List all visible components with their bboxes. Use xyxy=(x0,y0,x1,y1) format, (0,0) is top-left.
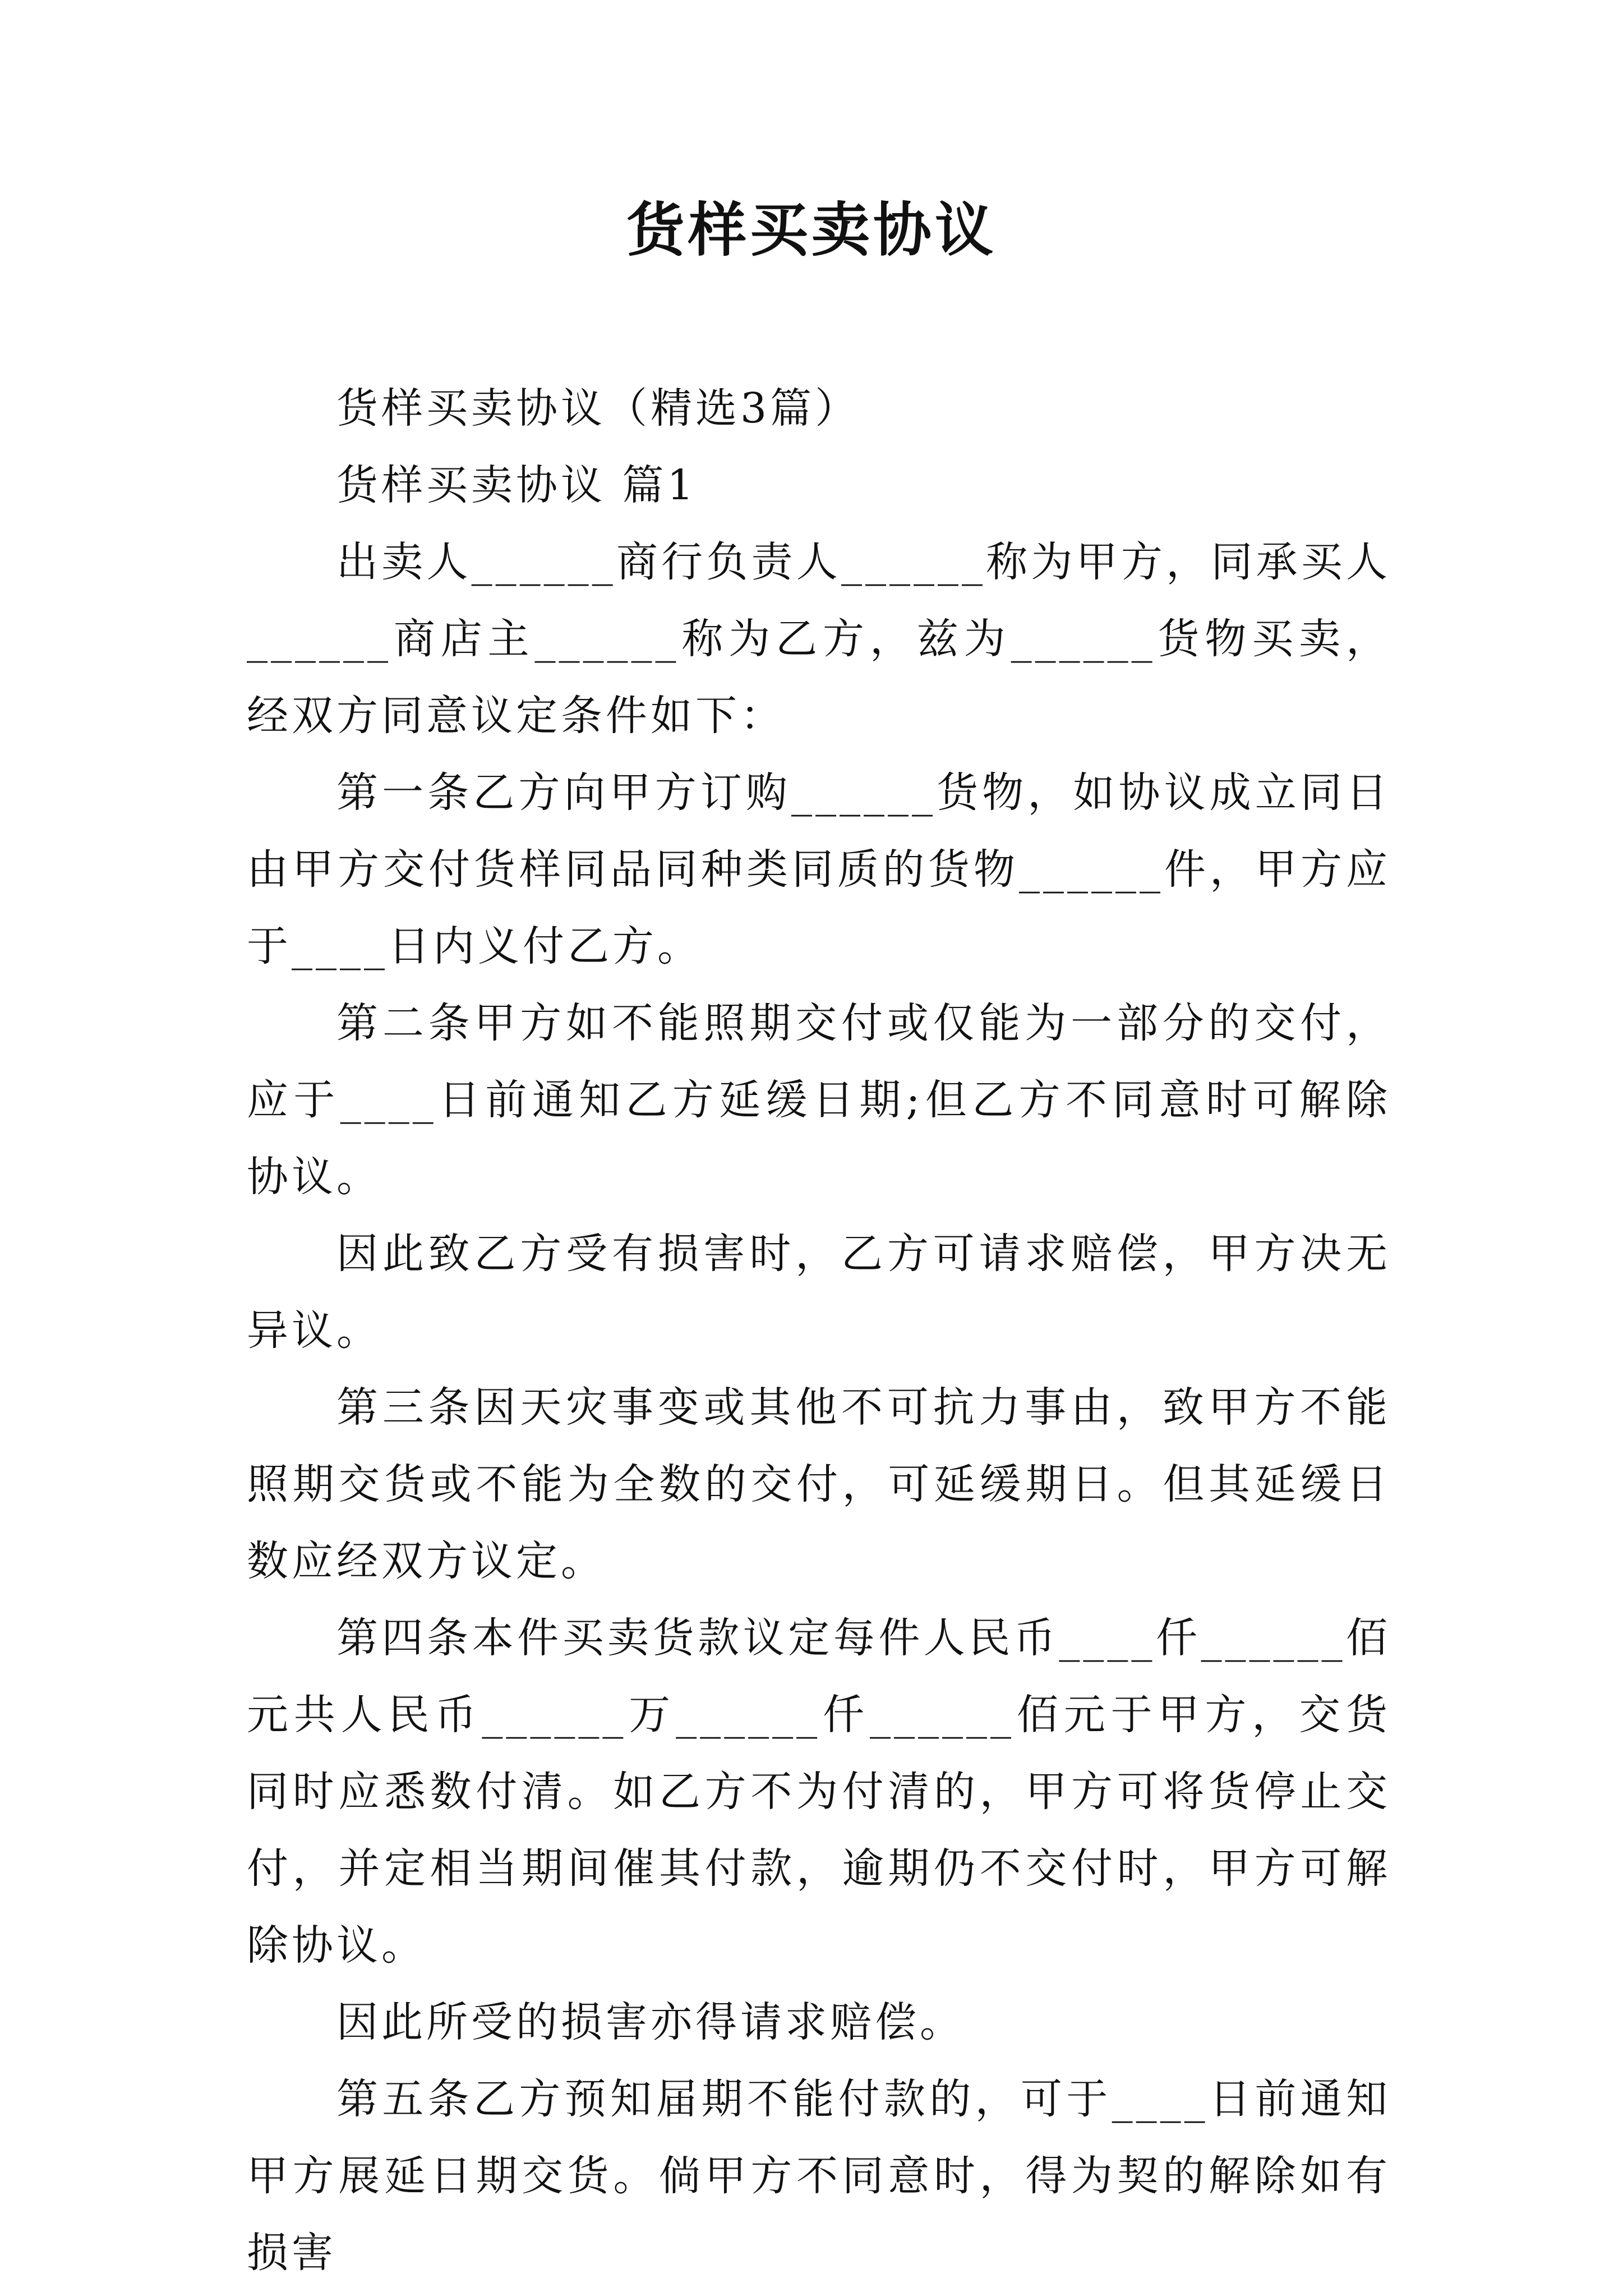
paragraph-article-3: 第三条因天灾事变或其他不可抗力事由，致甲方不能照期交货或不能为全数的交付，可延缓期日。但其延缓日数应经双方议定。 xyxy=(247,1383,1391,1585)
paragraph-article-4: 第四条本件买卖货款议定每件人民币____仟______佰元共人民币______万______仟______佰元于甲方，交货同时应悉数付清。如乙方不为付清的，甲方可将货停止交付，并定相当期间催其付款，逾期仍不交付时，甲方可解除协议。 xyxy=(247,1614,1391,1970)
section-heading: 货样买卖协议 篇1 xyxy=(336,461,697,509)
paragraph-article-5: 第五条乙方预知届期不能付款的，可于____日前通知甲方展延日期交货。倘甲方不同意时，得为契的解除如有损害 xyxy=(247,2075,1391,2277)
subtitle-selected: 货样买卖协议（精选3篇） xyxy=(336,384,860,432)
document-title: 货样买卖协议 xyxy=(626,195,997,264)
paragraph-article-2-continued: 因此致乙方受有损害时，乙方可请求赔偿，甲方决无异议。 xyxy=(247,1230,1391,1355)
paragraph-article-2: 第二条甲方如不能照期交付或仅能为一部分的交付，应于____日前通知乙方延缓日期;但乙方不同意时可解除协议。 xyxy=(247,999,1391,1201)
paragraph-article-4-continued: 因此所受的损害亦得请求赔偿。 xyxy=(336,1998,965,2046)
paragraph-parties: 出卖人______商行负责人______称为甲方，同承买人______商店主______称为乙方，兹为______货物买卖，经双方同意议定条件如下： xyxy=(247,538,1391,740)
document-body xyxy=(247,370,1391,2292)
paragraph-article-1: 第一条乙方向甲方订购______货物，如协议成立同日由甲方交付货样同品同种类同质的货物______件，甲方应于____日内义付乙方。 xyxy=(247,769,1391,970)
